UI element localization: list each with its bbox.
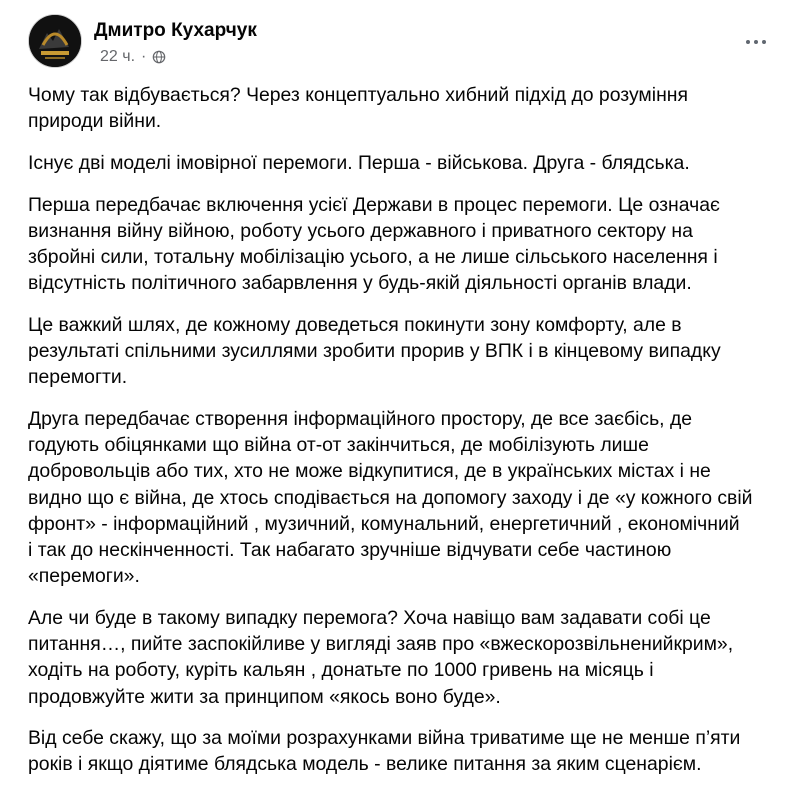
more-options-button[interactable] — [738, 24, 774, 60]
more-options-icon — [746, 40, 750, 44]
post-paragraph: Це важкий шлях, де кожному доведеться покинути зону комфорту, але в результаті спільними зусиллями зробити прорив у ВПК і в кінцевому випадку перемогти. — [28, 313, 721, 389]
post-body — [28, 82, 788, 793]
author-block — [94, 20, 257, 66]
post-paragraph: Чому так відбувається? Через концептуально хибний підхід до розуміння природи війни. — [28, 84, 688, 133]
meta-separator: · — [141, 48, 147, 65]
more-options-icon-dot — [762, 40, 766, 44]
post-paragraph: Перша передбачає включення усієї Держави в процес перемоги. Це означає визнання війну війною, роботу усього державного і приватного сектору на збройні сили, тотальну мобілізацію усього, а не лише сільського населення і відсутність політичного забарвлення у будь-якій діяльності органів влади. — [28, 193, 720, 295]
avatar-image — [29, 15, 81, 67]
post-header — [28, 14, 257, 68]
post-paragraph: Від себе скажу, що за моїми розрахунками війна триватиме ще не менше п’яти років і якщо діятиме блядська модель - велике питання за яким сценарієм. — [28, 727, 741, 776]
post-paragraph: Існує дві моделі імовірної перемоги. Перша - військова. Друга - блядська. — [28, 151, 690, 174]
author-avatar[interactable] — [28, 14, 82, 68]
post-meta — [94, 48, 257, 66]
post-time[interactable]: 22 ч. — [100, 48, 136, 65]
post-paragraph: Але чи буде в такому випадку перемога? Хоча навіщо вам задавати собі це питання…, пийте заспокійливе у вигляді заяв про «вжескорозвільненийкрим», ходіть на роботу, куріть кальян , донатьте по 1000 гривень на місяць і продовжуйте жити за принципом «якось воно буде». — [28, 606, 734, 708]
author-name[interactable]: Дмитро Кухарчук — [94, 20, 257, 41]
post-paragraph: Друга передбачає створення інформаційного простору, де все заєбісь, де годують обіцянками що війна от-от закінчиться, де мобілізують лише добровольців або тих, хто не може відкупитися, де в українських містах і не видно що є війна, де хтось сподівається на допомогу заходу і де «у кожного свій фронт» - інформаційний , музичний, комунальний, енергетичний , економічний і так до нескінченності. Так набагато зручніше відчувати себе частиною «перемоги». — [28, 408, 753, 588]
more-options-icon-dot — [754, 40, 758, 44]
globe-icon[interactable] — [152, 50, 166, 64]
